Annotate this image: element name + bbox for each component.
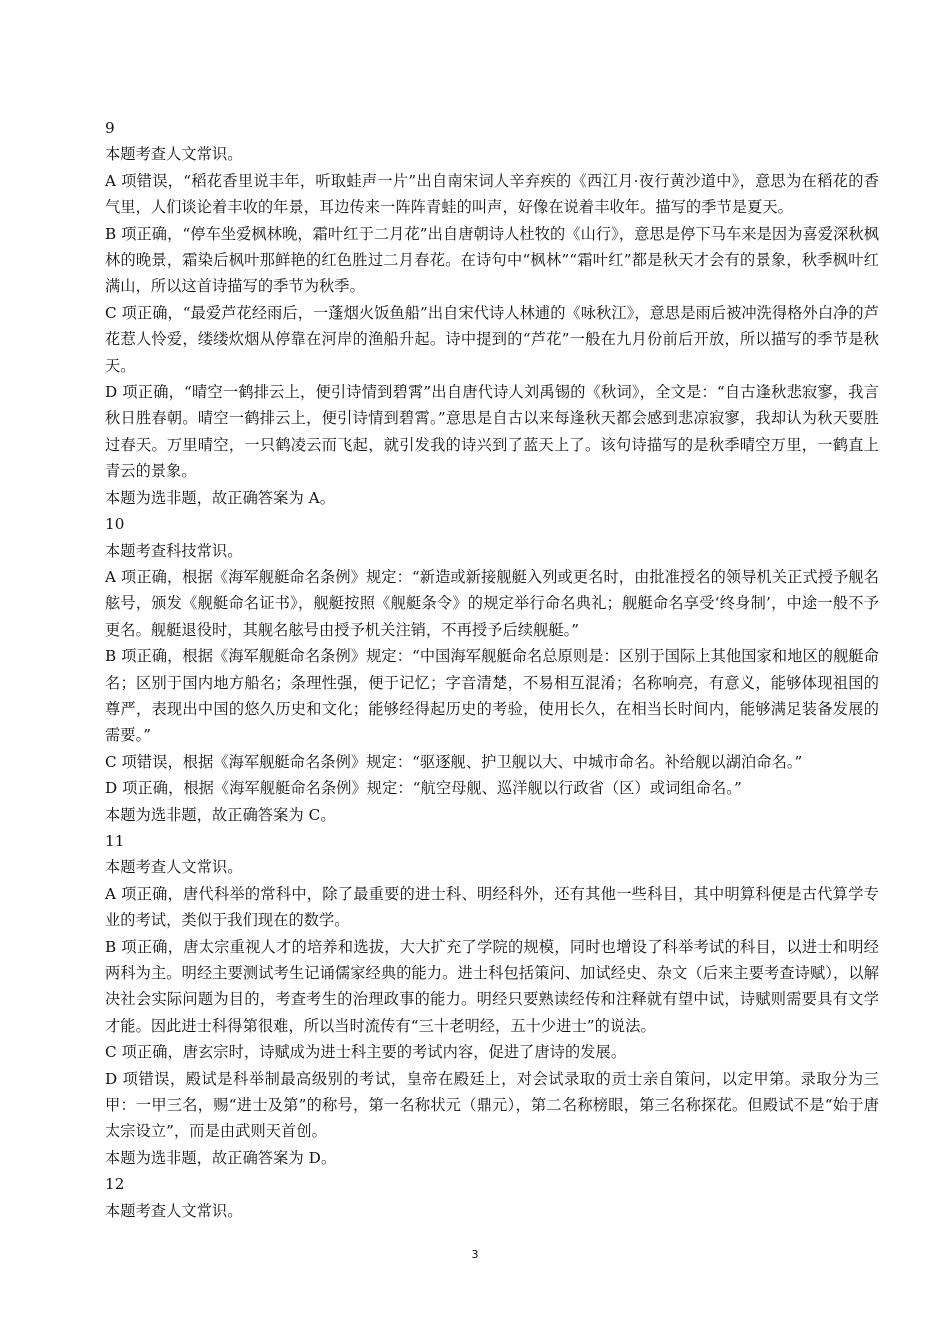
question-number: 10 [105, 515, 125, 534]
question-number: 12 [105, 1175, 125, 1194]
paragraph: B 项正确，唐太宗重视人才的培养和选拔，大大扩充了学院的规模，同时也增设了科举考试的科目，以进士和明经两科为主。明经主要测试考生记诵儒家经典的能力。进士科包括策问、加试经史、杂文（后来主要考查诗赋），以解决社会实际问题为目的，考查考生的治理政事的能力。明经只要熟读经传和注释就有望中试，诗赋则需要具有文学才能。因此进士科得第很难，所以当时流传有“三十老明经，五十少进士”的说法。 [105, 937, 879, 1035]
paragraph: C 项正确，唐玄宗时，诗赋成为进士科主要的考试内容，促进了唐诗的发展。 [105, 1043, 627, 1062]
paragraph: 本题为选非题，故正确答案为 D。 [105, 1148, 337, 1167]
paragraph: 本题考查科技常识。 [105, 541, 243, 560]
question-number: 9 [105, 119, 115, 137]
question-number: 11 [105, 831, 125, 850]
paragraph: 本题为选非题，故正确答案为 C。 [105, 805, 336, 824]
paragraph: C 项正确，“最爱芦花经雨后，一蓬烟火饭鱼船”出自宋代诗人林逋的《咏秋江》，意思是雨后被冲洗得格外白净的芦花惹人怜爱，缕缕炊烟从停靠在河岸的渔船升起。诗中提到的“芦花”一般在九月份前后开放，所以描写的季节是秋天。 [105, 303, 879, 375]
paragraph: A 项正确，根据《海军舰艇命名条例》规定：“新造或新接舰艇入列或更名时，由批准授名的领导机关正式授予舰名舷号，颁发《舰艇命名证书》，舰艇按照《舰艇条令》的规定举行命名典礼；舰艇命名享受‘终身制’，中途一般不予更名。舰艇退役时，其舰名舷号由授予机关注销，不再授予后续舰艇。” [105, 567, 879, 639]
paragraph: D 项正确，根据《海军舰艇命名条例》规定：“航空母舰、巡洋舰以行政省（区）或词组命名。” [105, 779, 742, 798]
paragraph: 本题考查人文常识。 [105, 145, 243, 164]
paragraph: 本题考查人文常识。 [105, 1201, 243, 1220]
document-body [103, 115, 879, 1224]
page-number: 3 [471, 1248, 479, 1261]
paragraph: 本题考查人文常识。 [105, 858, 243, 877]
paragraph: B 项正确，根据《海军舰艇命名条例》规定：“中国海军舰艇命名总原则是：区别于国际上其他国家和地区的舰艇命名；区别于国内地方船名；条理性强，便于记忆；字音清楚，不易相互混淆；名称响亮，有意义，能够体现祖国的尊严，表现出中国的悠久历史和文化；能够经得起历史的考验，使用长久，在相当长时间内，能够满足装备发展的需要。” [105, 647, 879, 745]
paragraph: C 项错误，根据《海军舰艇命名条例》规定：“驱逐舰、护卫舰以大、中城市命名。补给舰以湖泊命名。” [105, 752, 803, 771]
paragraph: D 项正确，“晴空一鹤排云上，便引诗情到碧霄”出自唐代诗人刘禹锡的《秋词》，全文是：“自古逢秋悲寂寥，我言秋日胜春朝。晴空一鹤排云上，便引诗情到碧霄。”意思是自古以来每逢秋天都会感到悲凉寂寥，我却认为秋天要胜过春天。万里晴空，一只鹤凌云而飞起，就引发我的诗兴到了蓝天上了。该句诗描写的是秋季晴空万里，一鹤直上青云的景象。 [105, 383, 879, 481]
paragraph: A 项正确，唐代科举的常科中，除了最重要的进士科、明经科外，还有其他一些科目，其中明算科便是古代算学专业的考试，类似于我们现在的数学。 [105, 884, 879, 930]
paragraph: D 项错误，殿试是科举制最高级别的考试，皇帝在殿廷上，对会试录取的贡士亲自策问，以定甲第。录取分为三甲：一甲三名，赐“进士及第”的称号，第一名称状元（鼎元），第二名称榜眼，第三名称探花。但殿试不是“始于唐太宗设立”，而是由武则天首创。 [105, 1069, 879, 1141]
paragraph: B 项正确，“停车坐爱枫林晚，霜叶红于二月花”出自唐朝诗人杜牧的《山行》，意思是停下马车来是因为喜爱深秋枫林的晚景，霜染后枫叶那鲜艳的红色胜过二月春花。在诗句中“枫林”“霜叶红”都是秋天才会有的景象，秋季枫叶红满山，所以这首诗描写的季节为秋季。 [105, 224, 879, 296]
paragraph: A 项错误，“稻花香里说丰年，听取蛙声一片”出自南宋词人辛弃疾的《西江月·夜行黄沙道中》，意思为在稻花的香气里，人们谈论着丰收的年景，耳边传来一阵阵青蛙的叫声，好像在说着丰收年。描写的季节是夏天。 [105, 171, 879, 217]
paragraph: 本题为选非题，故正确答案为 A。 [105, 488, 336, 507]
